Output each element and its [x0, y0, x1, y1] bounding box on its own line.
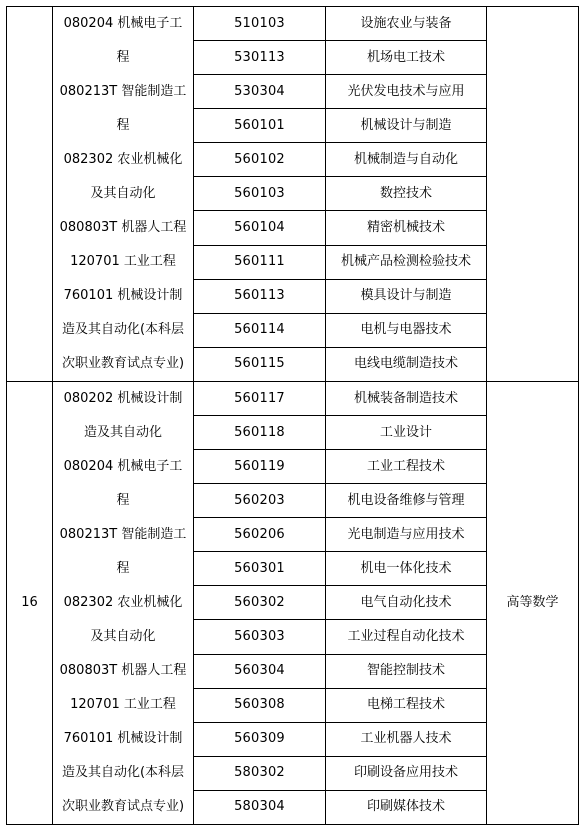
vocational-major-name: 机械产品检测检验技术	[326, 245, 487, 279]
undergrad-major-line: 次职业教育试点专业)	[61, 799, 185, 814]
undergrad-major-line: 080204 机械电子工	[63, 16, 183, 31]
vocational-major-name: 电梯工程技术	[326, 688, 487, 722]
vocational-major-name: 工业工程技术	[326, 450, 487, 484]
sequence-number: 16	[7, 382, 53, 825]
vocational-major-code: 560303	[194, 620, 326, 654]
vocational-major-code: 560309	[194, 722, 326, 756]
vocational-major-code: 560308	[194, 688, 326, 722]
vocational-major-name: 印刷媒体技术	[326, 790, 487, 824]
undergrad-major-line: 及其自动化	[90, 186, 156, 201]
vocational-major-name: 机场电工技术	[326, 41, 487, 75]
vocational-major-code: 580302	[194, 756, 326, 790]
vocational-major-code: 560206	[194, 518, 326, 552]
undergrad-major-line: 760101 机械设计制	[63, 731, 183, 746]
vocational-major-name: 机械装备制造技术	[326, 382, 487, 416]
vocational-major-name: 机电设备维修与管理	[326, 484, 487, 518]
undergrad-major-line: 082302 农业机械化	[63, 152, 183, 167]
vocational-major-name: 数控技术	[326, 177, 487, 211]
vocational-major-code: 560118	[194, 416, 326, 450]
vocational-major-code: 560104	[194, 211, 326, 245]
vocational-major-name: 电机与电器技术	[326, 313, 487, 347]
undergrad-majors-cell	[53, 7, 194, 382]
vocational-major-name: 模具设计与制造	[326, 279, 487, 313]
vocational-major-code: 510103	[194, 7, 326, 41]
vocational-major-code: 580304	[194, 790, 326, 824]
undergrad-major-line: 080213T 智能制造工	[59, 84, 187, 99]
vocational-major-name: 光电制造与应用技术	[326, 518, 487, 552]
undergrad-major-line: 080213T 智能制造工	[59, 527, 187, 542]
vocational-major-name: 光伏发电技术与应用	[326, 75, 487, 109]
undergrad-majors-cell	[53, 382, 194, 825]
undergrad-major-line: 082302 农业机械化	[63, 595, 183, 610]
undergrad-major-line: 次职业教育试点专业)	[61, 356, 185, 371]
undergrad-major-line: 120701 工业工程	[70, 697, 176, 712]
vocational-major-name: 印刷设备应用技术	[326, 756, 487, 790]
exam-subject	[487, 7, 579, 382]
major-table	[6, 6, 579, 825]
vocational-major-code: 560111	[194, 245, 326, 279]
vocational-major-code: 560101	[194, 109, 326, 143]
vocational-major-code: 560114	[194, 313, 326, 347]
undergrad-major-line: 程	[116, 561, 130, 576]
vocational-major-name: 工业设计	[326, 416, 487, 450]
undergrad-major-line: 120701 工业工程	[70, 254, 176, 269]
undergrad-major-line: 造及其自动化	[83, 425, 162, 440]
vocational-major-code: 560117	[194, 382, 326, 416]
undergrad-major-line: 及其自动化	[90, 629, 156, 644]
vocational-major-name: 精密机械技术	[326, 211, 487, 245]
vocational-major-code: 560119	[194, 450, 326, 484]
vocational-major-code: 560302	[194, 586, 326, 620]
vocational-major-name: 设施农业与装备	[326, 7, 487, 41]
vocational-major-name: 工业过程自动化技术	[326, 620, 487, 654]
vocational-major-name: 机电一体化技术	[326, 552, 487, 586]
vocational-major-code: 560203	[194, 484, 326, 518]
vocational-major-name: 工业机器人技术	[326, 722, 487, 756]
vocational-major-name: 智能控制技术	[326, 654, 487, 688]
vocational-major-code: 530304	[194, 75, 326, 109]
vocational-major-name: 电气自动化技术	[326, 586, 487, 620]
undergrad-major-line: 造及其自动化(本科层	[61, 322, 185, 337]
vocational-major-code: 560115	[194, 347, 326, 381]
undergrad-major-line: 080202 机械设计制	[63, 391, 183, 406]
sequence-number	[7, 7, 53, 382]
undergrad-major-line: 程	[116, 50, 130, 65]
undergrad-major-line: 造及其自动化(本科层	[61, 765, 185, 780]
undergrad-major-line: 程	[116, 118, 130, 133]
vocational-major-code: 560102	[194, 143, 326, 177]
vocational-major-code: 560113	[194, 279, 326, 313]
vocational-major-name: 机械制造与自动化	[326, 143, 487, 177]
vocational-major-code: 560301	[194, 552, 326, 586]
exam-subject: 高等数学	[487, 382, 579, 825]
undergrad-major-line: 程	[116, 493, 130, 508]
undergrad-major-line: 760101 机械设计制	[63, 288, 183, 303]
vocational-major-code: 530113	[194, 41, 326, 75]
undergrad-major-line: 080803T 机器人工程	[59, 220, 187, 235]
table-row	[7, 382, 579, 416]
vocational-major-name: 机械设计与制造	[326, 109, 487, 143]
table-row	[7, 7, 579, 41]
undergrad-major-line: 080204 机械电子工	[63, 459, 183, 474]
vocational-major-code: 560304	[194, 654, 326, 688]
undergrad-major-line: 080803T 机器人工程	[59, 663, 187, 678]
vocational-major-code: 560103	[194, 177, 326, 211]
vocational-major-name: 电线电缆制造技术	[326, 347, 487, 381]
